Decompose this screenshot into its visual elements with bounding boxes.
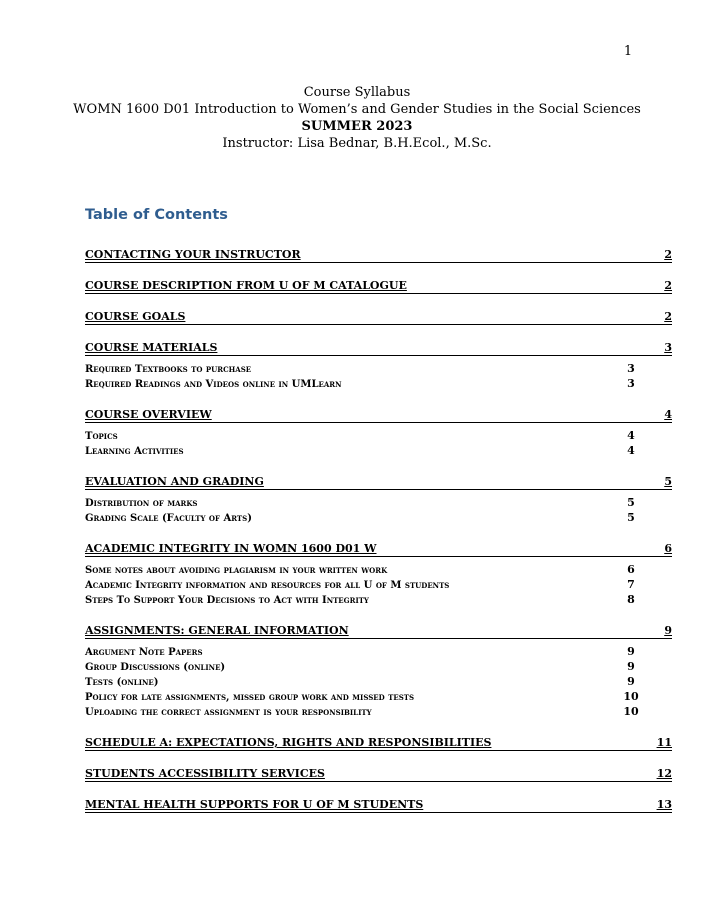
toc-entry-page: 11 xyxy=(656,736,672,749)
toc-subentry-page: 10 xyxy=(623,705,639,718)
toc-subentry-label: Tests (online) xyxy=(85,677,159,688)
toc-subsection-list xyxy=(85,362,672,392)
toc-subentry-page: 8 xyxy=(627,593,635,606)
toc-subentry-page: 5 xyxy=(627,496,635,509)
toc-subentry-label: Required Textbooks to purchase xyxy=(85,364,252,375)
toc-entry-page: 12 xyxy=(656,767,672,780)
toc-subentry-page: 4 xyxy=(627,429,635,442)
toc-entry-label: SCHEDULE A: EXPECTATIONS, RIGHTS AND RESPONSIBILITIES xyxy=(85,736,492,749)
toc-subsection-list xyxy=(85,429,672,459)
toc-entry-label: EVALUATION AND GRADING xyxy=(85,475,264,488)
toc-entry-page: 2 xyxy=(664,248,672,261)
toc-entry[interactable] xyxy=(85,796,672,813)
toc-entry-label: ACADEMIC INTEGRITY IN WOMN 1600 D01 W xyxy=(85,542,377,555)
toc-heading: Table of Contents xyxy=(85,207,228,223)
toc-entry[interactable] xyxy=(85,540,672,557)
toc-entry-label: MENTAL HEALTH SUPPORTS FOR U OF M STUDENTS xyxy=(85,798,424,811)
toc-entry-page: 2 xyxy=(664,279,672,292)
toc-subentry[interactable] xyxy=(85,660,672,675)
toc-subsection-list xyxy=(85,563,672,608)
toc-entry-page: 6 xyxy=(664,542,672,555)
document-header xyxy=(0,84,714,152)
toc-subentry-page: 3 xyxy=(627,362,635,375)
toc-entry-page: 2 xyxy=(664,310,672,323)
toc-subsection-list xyxy=(85,496,672,526)
toc-entry-page: 13 xyxy=(656,798,672,811)
header-line-term: SUMMER 2023 xyxy=(301,119,413,134)
toc-entry-page: 4 xyxy=(664,408,672,421)
toc-subentry-label: Learning Activities xyxy=(85,446,184,457)
toc-subsection-list xyxy=(85,645,672,720)
toc-entry[interactable] xyxy=(85,406,672,423)
toc-subentry-page: 5 xyxy=(627,511,635,524)
toc-entry[interactable] xyxy=(85,765,672,782)
toc-entry-label: STUDENTS ACCESSIBILITY SERVICES xyxy=(85,767,325,780)
toc-subentry[interactable] xyxy=(85,593,672,608)
toc-entry-label: COURSE DESCRIPTION FROM U OF M CATALOGUE xyxy=(85,279,407,292)
toc-subentry-label: Group Discussions (online) xyxy=(85,662,226,673)
toc-entry-label: COURSE GOALS xyxy=(85,310,186,323)
toc-subentry-page: 3 xyxy=(627,377,635,390)
page-number: 1 xyxy=(623,44,633,59)
toc-entry-label: COURSE OVERVIEW xyxy=(85,408,212,421)
toc-subentry-label: Argument Note Papers xyxy=(85,647,203,658)
toc-entry-label: ASSIGNMENTS: GENERAL INFORMATION xyxy=(85,624,349,637)
toc-subentry-label: Distribution of marks xyxy=(85,498,198,509)
toc-subentry-label: Academic Integrity information and resources for all U of M students xyxy=(85,580,450,591)
toc-subentry-label: Required Readings and Videos online in UMLearn xyxy=(85,379,342,390)
toc-entry-page: 9 xyxy=(664,624,672,637)
toc-entry[interactable] xyxy=(85,622,672,639)
toc-entry[interactable] xyxy=(85,339,672,356)
toc-entry[interactable] xyxy=(85,277,672,294)
toc-subentry[interactable] xyxy=(85,705,672,720)
toc-entry-page: 3 xyxy=(664,341,672,354)
table-of-contents xyxy=(85,246,672,813)
toc-subentry-label: Uploading the correct assignment is your responsibility xyxy=(85,707,372,718)
header-line-course-syllabus: Course Syllabus xyxy=(303,85,411,100)
toc-subentry-page: 7 xyxy=(627,578,635,591)
toc-subentry-label: Steps To Support Your Decisions to Act with Integrity xyxy=(85,595,369,606)
toc-subentry[interactable] xyxy=(85,429,672,444)
toc-subentry-page: 9 xyxy=(627,660,635,673)
toc-entry[interactable] xyxy=(85,308,672,325)
toc-entry[interactable] xyxy=(85,246,672,263)
toc-entry[interactable] xyxy=(85,734,672,751)
toc-subentry[interactable] xyxy=(85,496,672,511)
toc-subentry-label: Grading Scale (Faculty of Arts) xyxy=(85,513,252,524)
toc-entry-page: 5 xyxy=(664,475,672,488)
header-line-course-title: WOMN 1600 D01 Introduction to Women’s and Gender Studies in the Social Sciences xyxy=(73,102,641,117)
header-line-instructor: Instructor: Lisa Bednar, B.H.Ecol., M.Sc. xyxy=(222,136,492,151)
toc-subentry-label: Policy for late assignments, missed group work and missed tests xyxy=(85,692,415,703)
toc-subentry[interactable] xyxy=(85,563,672,578)
toc-subentry-page: 9 xyxy=(627,675,635,688)
toc-entry-label: CONTACTING YOUR INSTRUCTOR xyxy=(85,248,301,261)
toc-subentry[interactable] xyxy=(85,690,672,705)
toc-subentry[interactable] xyxy=(85,645,672,660)
toc-subentry[interactable] xyxy=(85,362,672,377)
toc-subentry-page: 4 xyxy=(627,444,635,457)
toc-subentry[interactable] xyxy=(85,511,672,526)
toc-subentry-page: 10 xyxy=(623,690,639,703)
toc-subentry[interactable] xyxy=(85,675,672,690)
toc-subentry-page: 9 xyxy=(627,645,635,658)
toc-entry-label: COURSE MATERIALS xyxy=(85,341,218,354)
toc-subentry-page: 6 xyxy=(627,563,635,576)
toc-subentry-label: Some notes about avoiding plagiarism in your written work xyxy=(85,565,388,576)
toc-subentry-label: Topics xyxy=(85,431,118,442)
toc-subentry[interactable] xyxy=(85,578,672,593)
toc-subentry[interactable] xyxy=(85,377,672,392)
toc-subentry[interactable] xyxy=(85,444,672,459)
toc-entry[interactable] xyxy=(85,473,672,490)
